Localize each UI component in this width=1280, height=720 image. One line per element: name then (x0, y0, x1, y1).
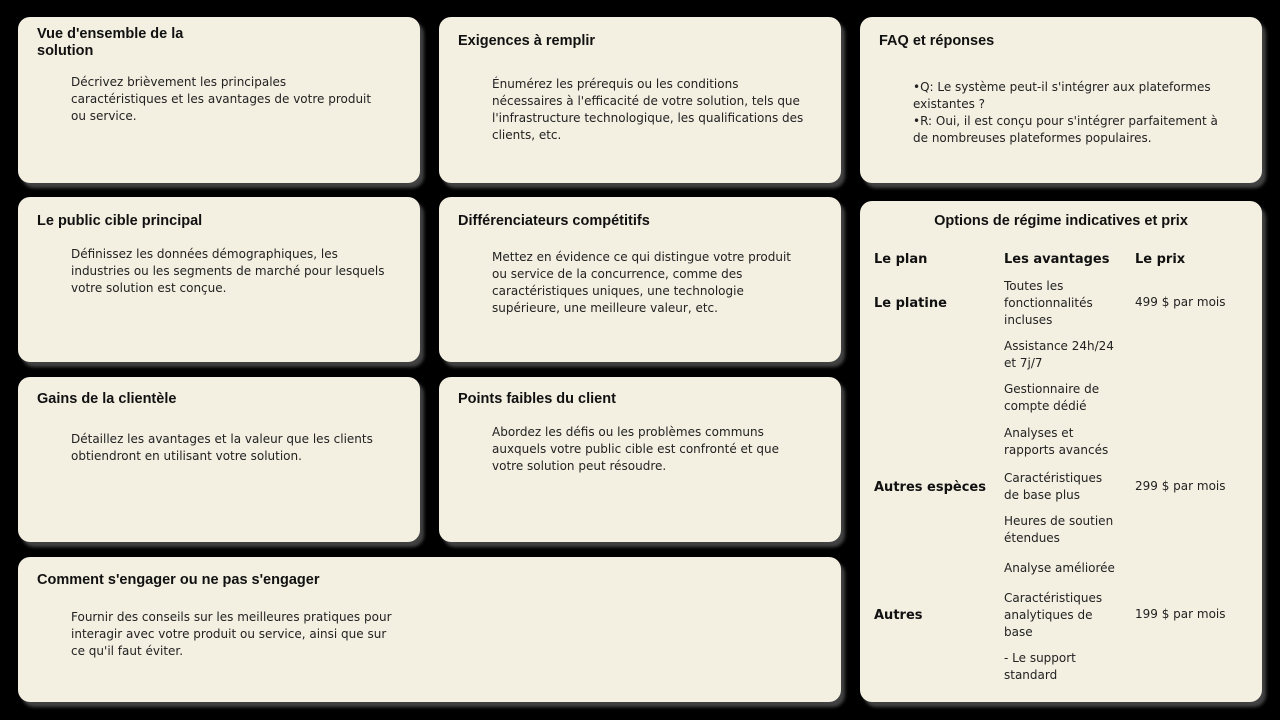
card-title: Gains de la clientèle (37, 391, 177, 407)
card-faq (860, 17, 1262, 183)
card-differentiators (439, 197, 841, 362)
pricing-table (860, 201, 1262, 702)
card-text: Énumérez les prérequis ou les conditions nécessaires à l'efficacité de votre solution, tels que l'infrastructure technologique, les qualifications des clients, etc. (492, 77, 804, 142)
header-price: Le prix (1135, 252, 1186, 267)
card-text: Abordez les défis ou les problèmes communs auxquels votre public cible est confronté et que votre solution peut résoudre. (492, 425, 780, 473)
plan-benefit: Assistance 24h/24 et 7j/7 (1004, 339, 1114, 370)
card-how-to-engage (18, 557, 841, 702)
card-solution-overview (18, 17, 420, 183)
plan-price: 299 $ par mois (1135, 479, 1226, 493)
card-title: Différenciateurs compétitifs (458, 213, 650, 229)
card-title: Exigences à remplir (458, 33, 596, 49)
card-title: Vue d'ensemble de la solution (37, 26, 184, 59)
card-title: Points faibles du client (458, 391, 616, 407)
faq-content (913, 79, 1226, 147)
card-requirements (439, 17, 841, 183)
card-text: Détaillez les avantages et la valeur que les clients obtiendront en utilisant votre solution. (71, 432, 373, 463)
plan-price: 499 $ par mois (1135, 295, 1226, 309)
plan-name: Le platine (874, 296, 947, 311)
plan-benefit: Caractéristiques de base plus (1004, 471, 1103, 502)
card-target-audience (18, 197, 420, 362)
card-text: Décrivez brièvement les principales caractéristiques et les avantages de votre produit ou service. (71, 75, 372, 123)
plan-benefit: - Le support standard (1004, 651, 1076, 682)
plan-benefit: Toutes les fonctionnalités incluses (1004, 279, 1093, 327)
card-text: Définissez les données démographiques, les industries ou les segments de marché pour lesquels votre solution est conçue. (71, 247, 385, 295)
plan-benefit: Caractéristiques analytiques de base (1004, 591, 1103, 639)
card-text: Fournir des conseils sur les meilleures pratiques pour interagir avec votre produit ou service, ainsi que sur ce qu'il faut éviter. (71, 610, 392, 658)
plan-price: 199 $ par mois (1135, 607, 1226, 621)
plan-name: Autres espèces (874, 480, 986, 495)
faq-question: •Q: Le système peut-il s'intégrer aux plateformes existantes ? (913, 80, 1211, 111)
plan-benefit: Gestionnaire de compte dédié (1004, 382, 1100, 413)
card-title: FAQ et réponses (879, 33, 995, 49)
header-benefits: Les avantages (1004, 252, 1110, 267)
plan-name: Autres (874, 608, 923, 623)
card-title: Comment s'engager ou ne pas s'engager (37, 572, 320, 588)
card-text: Mettez en évidence ce qui distingue votre produit ou service de la concurrence, comme des caractéristiques uniques, une technologie supérieure, une meilleure valeur, etc. (492, 250, 792, 315)
card-customer-gains (18, 377, 420, 542)
card-customer-pains (439, 377, 841, 542)
header-plan: Le plan (874, 252, 928, 267)
plan-benefit: Analyses et rapports avancés (1004, 426, 1109, 457)
plan-benefit: Heures de soutien étendues (1004, 514, 1114, 545)
card-title: Le public cible principal (37, 213, 203, 229)
card-pricing (860, 201, 1262, 702)
plan-benefit: Analyse améliorée (1004, 561, 1115, 575)
pricing-title: Options de régime indicatives et prix (934, 213, 1188, 229)
faq-answer: •R: Oui, il est conçu pour s'intégrer parfaitement à de nombreuses plateformes populaires. (913, 114, 1218, 145)
